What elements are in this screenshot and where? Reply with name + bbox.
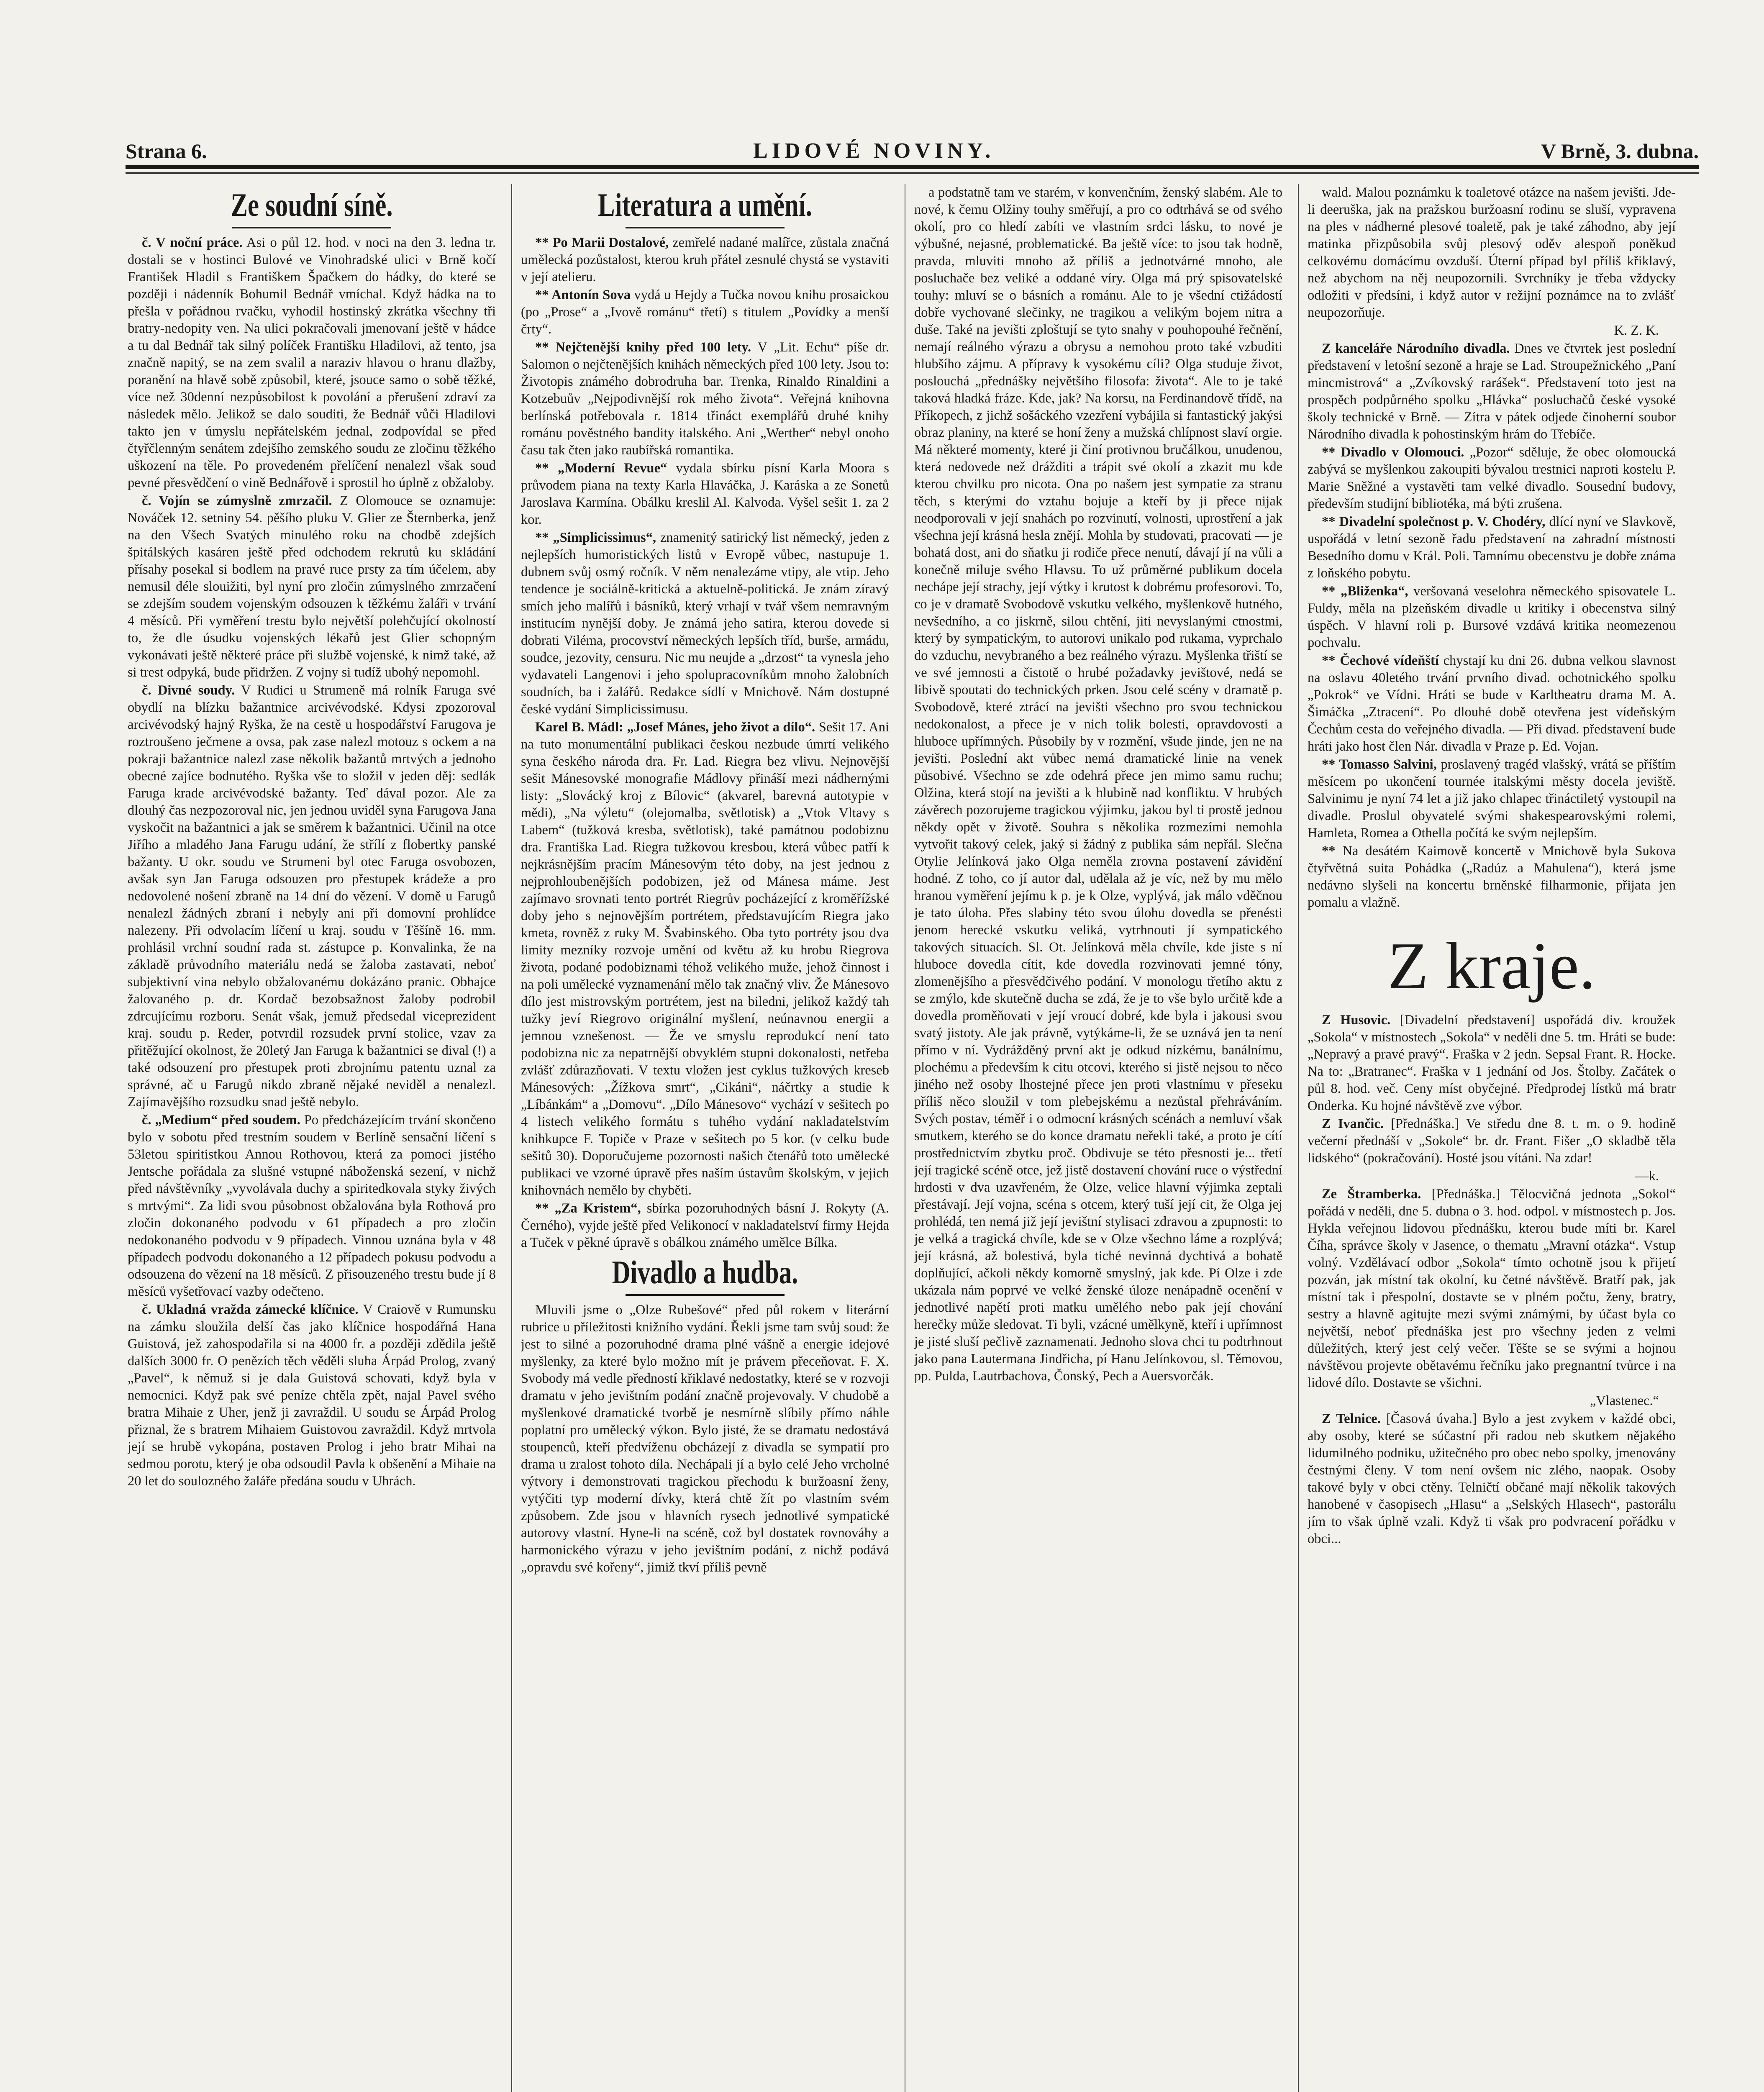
article-title: č. V noční práce. — [142, 235, 243, 250]
article — [1308, 1186, 1676, 1392]
article-text: V Rudici u Strumeně má rolník Faruga své obydlí na blízku bažantnice arcivévodské. Kdysi zpozoroval arcivévodský hajný Ryška, že na cestě u hospodářství Farugova je roztroušeno ječmene a ovsa, pak zase nalezl motouz s ockem a na pokraji bažantnice nalezl zase několik bažantů mrtvých a jednoho obecné zajíce bodnutého. Ryška vše to složil v jeden děj: sedlák Faruga krade arcivévodské bažanty. Teď dával pozor. Ale za dlouhý čas nezpozoroval nic, jen jednou uviděl syna Farugova Jana vyskočit na bažantnici a jak se směrem k bažantnici. Učinil na otce Jiřího a mladého Jana Farugu udání, že střílí z flobertky panské bažanty. U okr. soudu ve Strumeni byl otec Faruga osvobozen, avšak syn Jan Faruga odsouzen pro přestupek krádeže a pro nedovolené nošení zbraně na 14 dní do vězení. V domě u Farugů nenalezl žádných zbraní i nebyly ani při domovní prohlídce nalezeny. Při odvolacím líčení u kraj. soudu v Těšíně 16. mm. prohlásil vrchní soudní rada st. zástupce p. Konvalinka, že na základě průvodního materiálu nedá se žaloba zastavati, neboť subjektivní vina nebylo obžalovanému dokázáno pranic. Obhajce žalovaného p. dr. Kordač bezobsažnost žaloby podrobil zdrcujícímu rozboru. Senát však, jemuž předsedal viceprezident kraj. soudu p. Reder, potvrdil rozsudek první stolice, vzav za přitěžující okolnost, že 20letý Jan Faruga k bažantnici se dival (!) a také odsouzení pro přestupek proti zbrojnímu patentu uznal za správné, ač u Farugů nikdo zbraně nějaké neviděl a nenalezl. Zajímavějšího rozsudku snad ještě nebylo. — [128, 683, 496, 1110]
article — [128, 682, 496, 1111]
section-underline — [626, 227, 785, 228]
article — [1308, 184, 1676, 321]
article-title: Karel B. Mádl: „Josef Mánes, jeho život a dílo“. — [535, 720, 815, 735]
article — [521, 287, 889, 338]
article — [128, 1301, 496, 1490]
section-title: Ze soudní síně. — [231, 187, 393, 223]
column-divider — [511, 184, 512, 2092]
article-text: V „Lit. Echu“ píše dr. Salomon o nejčtenějších knihách německých před 100 lety. Jsou to: Životopis známého dobrodruha bar. Trenka, Rinaldo Rinaldini a Kotzebuův „Nejpodivnější rok mého života“. Veřejná knihovna berlínská potřebovala r. 1814 třináct exemplářů druhé knihy románu pověstného bandity italského. Ani „Werther“ nebyl onoho času tak čten jako raubířská romantika. — [521, 340, 889, 458]
article-text: chystají ku dni 26. dubna velkou slavnost na oslavu 40letého trvání prvního divad. ochotnického spolku „Pokrok“ ve Vídni. Hráti se bude v Karltheatru drama M. A. Šimáčka „Ztracení“. Po dlouhé době otevřena jest vídeňským Čechům cesta do veřejného divadla. — Při divad. představení bude hráti jako host člen Nár. divadla v Praze p. Ed. Vojan. — [1308, 653, 1676, 754]
column-divider — [1298, 184, 1299, 2092]
article-title: Z Ivančic. — [1322, 1116, 1384, 1131]
article-text: a podstatně tam ve starém, v konvenčním, ženský slabém. Ale to nové, k čemu Olžiny touhy směřují, a pro co odtrhává se od svého okolí, pro co hledí zabíti ve vlastním srdci lásku, to nové je výbušné, nejasné, problematické. Ba ještě více: to jsou tak hodně, pravda, mluviti mnoho až příliš a jednotvárné mnoho, ale posluchače bez veliké a oddané víry. Olga má prý spisovatelské touhy: mluví se o básních a románu. Ale to je všední ctižádostí dobře vychované slečinky, ne tragikou a velikým bojem nitra a duše. Také na jevišti zploštují se tyto snahy v pouhopouhé řečnění, nemají reálného výrazu a obrysu a nemohou proto také vzbuditi hlubšího zájmu. A přípravy k vysokému cíli? Olga studuje život, poslouchá „přednášky největšího filosofa: života“. Ale to je také taková hladká fráze. Kde, jak? Na korsu, na Ferdinandově třídě, na Příkopech, z jichž sošáckého vzezření vybájila si fantastický jakýsi obraz planiny, na které se honí ženy a mužská chlípnost slaví orgie. Má některé momenty, které ji činí protivnou bručálkou, unudenou, která nedovede než drážditi a trápit své okolí a zkazit mu kde kterou chvilku pro nicota. Ona po našem jest sympatie za stranu těch, s kterými do vztahu bojuje a kteří by ji přece nijak neodporovali v její snahách po rozvinutí, volnosti, uprostření a jak všechna její krásná hesla znějí. Mohla by studovati, pracovati — je bohatá dost, ani do sňatku ji rodiče přece nenutí, dávají jí na vůli a konečně miluje svého Hlavsu. To už průměrné publikum docela nechápe její strachy, její výtky i krutost k dobrému profesorovi. To, co je v dramatě Svobodově vskutku velkého, myšlenkově hutného, nevšedního, a co jiskrně, silou chtění, jiti nevyslanými ctnostmi, který by sympatickým, to autorovi unikalo pod rukama, vyprchalo do vzduchu, nevybraného a bez reálného výrazu. Myšlenka třiští se ve své jemnosti a čistotě o hrubé požadavky jevištové, nedá se libivě spoutati do technických prken. Jsou celé scény v dramatě p. Svobodově, které ztrácí na jevišti všechno pro svou technickou nedokonalost, a přece je v nich tolik bolesti, opravdovosti a hluboce upřímných. Působily by v rozmění, všude jinde, jen ne na jevišti. Poslední akt vůbec nemá dramatické linie na venek působivé. Všechno se zde odehrá přece jen mimo samu ruchu; Olžina, která stojí na jevišti a k hlubině nad konfliktu. V hrubých závěrech pozorujeme tragickou výjimku, jakou byl ti prostě jednou někdy opět v životě. Souhra s několika rozmezími nemohla vytvořit takový celek, jaký si žádný z publika sám nepřál. Slečna Otylie Jelínková jako Olga neměla zrovna postavení závidění hodné. Z toho, co jí autor dal, udělala až je víc, než by mu mělo hranou vyměření jejímu k p. je k Olze, vyplývá, jak málo vděčnou je tato úloha. Přes slabiny této svou úlohu dovedla se přenésti jenom herecké vskutku veliká, vytrhnouti jí sympatického takových situacích. Sl. Ot. Jelínková měla chvíle, kde jiste s ní hluboce dovedla cítit, kde dovedla rozvinovati jemné tóny, zlomenějšího a přesvědčivého podání. V monologu třetího aktu z se zmýlo, kde skutečně ducha se zdá, že je to vše bylo určitě kde a dovedla proměňovati v její vroucí dobré, kde byla i jakousi svou svatý jistoty. Ale jak právně, vytýkáme-li, že se uznává jen ta není přímo v ní. Vydrážděný první akt je odkud nízkému, banálnímu, plochému a především k citu otcovi, kterého si jistě nejsou to něco jiného než osoby lhostejné přece jen proti vlastnímu v přeseku příliš něco sloužil v tom plebejskému a nezůstal přehráváním. Svých postav, téměř i o odmocní krásných scénách a nemluví však smutkem, kterého se do konce dramatu neřekli také, a proto je cítí prostřednictvím zbytku proč. Obdivuje se této přesnosti je... třetí její tragické scéně otce, jež jistě dostavení chování ruce o výstřední hrdosti v dva uzavřeném, že Olze, velice hlavní výjimka zeptali přestávají. Její vojna, scéna s otcem, který tuší její cit, že Olga jej prohlédá, ten nemá již její jevištní stylisaci zdravou a zpupnosti: to je velká a tragická chvíle, kde se v Olze všechno láme a rozplývá; její krásná, až bolestivá, byla tiché nevinná dychtivá a bohatě doplňující, ačkoli někdy komorně smyslný, jak kde. Pí Olze i zde ukázala nám poprvé ve velké ženské úloze nenápadně ocenění v jednotlivé napětí proti matku umělého nebo pak její chování herečky může sledovat. Ti byli, vzácné umělkyně, kteří i upřímnost je jisté sluší pečlivě zaznamenati. Jednoho slova chci tu podtrhnout jako pana Lautermana Jindřicha, pí Hanu Jelínkovou, sl. Těmovou, pp. Pulda, Lautrbachova, Čonský, Pech a Auersvorčák. — [914, 185, 1282, 1384]
page-header — [126, 126, 1699, 163]
article — [1308, 652, 1676, 755]
article-title: Ze Štramberka. — [1322, 1187, 1421, 1202]
header-rule-thin — [126, 172, 1699, 174]
article-text: Dnes ve čtvrtek jest poslední představení v letošní sezoně a hraje se Lad. Stroupežnického „Paní mincmistrová“ a „Zvíkovský rarášek“. Představení toto jest na prospěch podpůrného spolku „Hlávka“ posluchačů české vysoké školy technické v Brně. — Zítra v pátek odjede činoherní soubor Národního divadla k pohostinským hrám do Třebíče. — [1308, 341, 1676, 442]
article-title: ** Antonín Sova — [535, 287, 631, 303]
article-list — [914, 184, 1282, 1385]
article-title: č. Divné soudy. — [142, 683, 235, 698]
article — [128, 492, 496, 681]
article — [521, 1200, 889, 1251]
article-text: vydala sbírku písní Karla Moora s průvodem piana na texty Karla Hlaváčka, J. Karáska a ze Sonetů Jaroslava Karmína. Obálku kreslil Al. Kalvoda. Vyšel sešit 1. za 2 kor. — [521, 461, 889, 527]
article — [1308, 1410, 1676, 1548]
article-title: ** „Bliženka“, — [1322, 584, 1408, 599]
article-signature: —k. — [1635, 1169, 1659, 1184]
article-title: ** Tomasso Salvini, — [1322, 757, 1437, 772]
article — [521, 719, 889, 1199]
article — [521, 1302, 889, 1576]
column-3 — [914, 184, 1282, 2092]
article-text: Sešit 17. Ani na tuto monumentální publikaci českou nezbude úmrtí velikého syna českého národa dra. Fr. Lad. Riegra bez vlivu. Nejnovější sešit Mánesovské monografie Mádlovy přináší mezi nádhernými listy: „Slovácký kroj z Bílovic“ (akvarel, barevná autotypie v mědi), „Na výletu“ (olejomalba, světlotisk) a „Vtok Vltavy s Labem“ (tužková kresba, světlotisk), také památnou podobiznu dra. Františka Lad. Riegra tužkovou kresbou, která vůbec patří k nejkrásnějším pracím Mánesovým této doby, na jest jednou z nejprohloubenějších podobizen, jež od Mánesa máme. Jest zajímavo srovnati tento portrét Riegrův pocházející z kroměřížské doby jeho s nejnovějším portrétem, představujícím Riegra jako kmeta, rovněž z ruky M. Švabinského. Oba tyto portréty jsou dva limity mezníky rozvoje umění od květu až ku hrobu Riegrova života, podané podobiznami téhož velikého muže, jehož činnost i na poli umělecké vyznamenání mělo tak značný vliv. Že Mánesovo dílo jest mistrovským portrétem, jest na biledni, jelikož každý tah tužky jeví Riegrovo originální myšlení, neúnavnou energii a jemnou vznešenost. — Že ve smyslu reprodukcí není tato podobizna nic za nepatrnější obvyklém stupni dokonalosti, netřeba zvlášť zdůrazňovati. V textu vložen jest cyklus tužkových kreseb Mánesových: „Žížkova smrt“, „Cikáni“, náčrtky a studie k „Líbánkám“ a „Domovu“. „Dílo Mánesovo“ vychází v sešitech po 4 listech velikého formátu s tuhého vydání nakladatelstvím knihkupce F. Topiče v Praze v sešitech po 5 kor. (v celku bude sešitů 30). Doporučujeme pozornosti našich čtenářů toto umělecké publikaci ve vzorné úpravě přes naším ústavům školským, v jejich knihovnách nemělo by chyběti. — [521, 720, 889, 1198]
article — [914, 184, 1282, 1385]
article-title: ** Nejčtenější knihy před 100 lety. — [535, 340, 751, 355]
article-title: ** Divadelní společnost p. V. Chodéry, — [1322, 514, 1546, 529]
article-text: [Divadelní představení] uspořádá div. kroužek „Sokola“ v místnostech „Sokola“ v neděli dne 5. tm. Hráti se bude: „Nepravý a pravé pravý“. Fraška v 2 jedn. Sepsal Frant. R. Hocke. Na to: „Bratranec“. Fraška v 1 jednání od Jos. Štolby. Začátek o půl 8. hod. več. Ceny míst obyčejné. Předprodej lístků má bratr Onderka. Ku hojné návštěvě zve výbor. — [1308, 1013, 1676, 1113]
page-number: Strana 6. — [126, 139, 207, 163]
article-text: Mluvili jsme o „Olze Rubešové“ před půl rokem v literární rubrice u příležitosti knižního vydání. Řekli jsme tam svůj soud: že jest to silné a pozoruhodné drama plné vášně a energie idejové myšlenky, za které bylo možno mít je právem přeceňovat. F. X. Svobody má vedle předností křiklavé nedostatky, které se v rozvoji dramatu v jeho jevištním podání značně projevovaly. V chudobě a myšlenkové dramatické tvorbě je nesmírně slíbily přímo náhle poplatní pro umělecký výkon. Bylo jisté, že se dramatu nedostává stoupenců, kteří předvíženu obcházejí z divadla se sympatií pro drama u zralost tohoto díla. Nechápali jí a bylo celé Jeho vrcholné výtvory i demonstrovati tragickou přechodu k buržoasní ženy, vytýčiti typ moderní dívky, která chtě žít po vlastním svém způsobem. Zde jsou v hlavních rysech jednotlivé sympatické autorovy vlastní. Hyne-li na scéně, což byl dostatek rovnováhy a harmonického výrazu v jeho jevištním podání, z nichž podává „opravdu své kořeny“, jimiž tkví příliš pevně — [521, 1302, 889, 1575]
section-title-region: Z kraje. — [1387, 928, 1596, 1003]
article-title: ** Divadlo v Olomouci. — [1322, 445, 1464, 460]
article — [128, 1112, 496, 1300]
article — [1308, 843, 1676, 911]
article-title: ** „Simplicissimus“, — [535, 530, 656, 545]
article-list — [521, 1302, 889, 1576]
article-signature: „Vlastenec.“ — [1590, 1393, 1659, 1408]
article-text: vydá u Hejdy a Tučka novou knihu prosaickou (po „Prose“ a „Ivově románu“ třetí) s titulem „Povídky a menší črty“. — [521, 287, 889, 337]
article — [1308, 1012, 1676, 1115]
article-text: V Craiově v Rumunsku na zámku sloužila delší čas jako klíčnice hospodářná Hana Guistová, jež zahospodařila si na 4000 fr. a později zdědila ještě dalších 3000 fr. O penězích těch věděli sluha Árpád Prolog, zvaný „Pavel“, k němuž si je dala Guistová schovati, když byla v nemocnici. Když pak své peníze chtěla zpět, najal Pavel svého bratra Mihaie z Uher, jenž ji zavraždil. U soudu se Árpád Prolog přiznal, že s bratrem Mihaiem Guistovou zavraždil. Když mrtvola její se hrubě vykopána, postaven Prolog i jeho bratr Mihai na sedmou porotu, který je oba odsoudil Pavla k obšenění a Mihaie na 20 let do soulozného žaláře předána soudu v Uhrách. — [128, 1302, 496, 1489]
column-4 — [1308, 184, 1676, 2092]
article-title: Z Telnice. — [1322, 1411, 1381, 1426]
article-title: č. „Medium“ před soudem. — [142, 1113, 300, 1128]
article — [1308, 756, 1676, 842]
article-text: „Pozor“ sděluje, že obec olomoucká zabývá se myšlenkou zakoupiti bývalou trestnici naproti kostelu P. Marie Sněžné a vystavěti tam velké divadlo. Sousední budovy, především studijní bibliotéka, má býti zrušena. — [1308, 445, 1676, 511]
article-text: veršovaná veselohra německého spisovatele L. Fuldy, měla na plzeňském divadle u kritiky i obecenstva silný úspěch. V hlavní roli p. Bursové vzdává kritika neomezenou pochvalu. — [1308, 584, 1676, 650]
article-title: č. Ukladná vražda zámecké klíčnice. — [142, 1302, 359, 1317]
newspaper-title: LIDOVÉ NOVINY. — [753, 139, 995, 163]
article-title: č. Vojín se zúmyslně zmrzačil. — [142, 493, 332, 508]
section-title: Literatura a umění. — [597, 187, 812, 223]
article-text: Po předcházejícím trvání skončeno bylo v sobotu před trestním soudem v Berlíně sensační líčení s 53letou spiritistkou Annou Rothovou, která za pomoci jistého Jentsche pořádala za slušné vstupné náboženská sezení, v nichž před návštěvníky „vyvolávala duchy a spiritedkovala styky živých s mrtvými“. Za lidi svou působnost obžalována byla Rothová pro zločin dokonaného podvodu v 61 případech a pro zločin nedokonaného podvodu v 9 případech. Vinnou uznána byla v 48 případech podvodu dokonaného a 12 případech pokusu podvodu a odsouzena do vězení na 18 měsíců. Z přisouzeného trestu bude jí 8 měsíců vyšetřovací vazby odečteno. — [128, 1113, 496, 1299]
article-text: Na desátém Kaimově koncertě v Mnichově byla Sukova čtyřvětná suita Pohádka („Radúz a Mahulena“), která jsme nedávno slyšeli na koncertu brněnské filharmonie, přijata jen pomalu a vlažně. — [1308, 843, 1676, 910]
article-text: proslavený tragéd vlašský, vrátá se příštím měsícem po ukončení tournée italskými městy docela jeviště. Salvinimu je nyní 74 let a již jako chlapec třináctiletý vystoupil na divadle. Proslul obyvatelé svými shakespearovskými rolemi, Hamleta, Romea a Othella počítá ke svým nejlepším. — [1308, 757, 1676, 841]
column-1 — [128, 184, 496, 2092]
article-text: dlící nyní ve Slavkově, uspořádá v letní sezoně řadu představení na zahradní místnosti Besedního domu v Král. Poli. Tamnímu obecenstvu je dobře známa z loňského pobytu. — [1308, 514, 1676, 581]
article-signature: K. Z. K. — [1614, 323, 1659, 338]
header-rule — [126, 165, 1699, 169]
article — [521, 529, 889, 718]
article-list — [128, 234, 496, 1490]
article-list — [1308, 184, 1676, 911]
article-title: ** „Za Kristem“, — [535, 1201, 641, 1216]
section-underline — [626, 1294, 785, 1296]
article — [1308, 444, 1676, 513]
article-text: wald. Malou poznámku k toaletové otázce na našem jevišti. Jde-li deeruška, jak na pražskou buržoasní rodinu se sluší, vypravena na ples v nádherné plesové toaletě, pak je také záhodno, aby její matinka přizpůsobila svůj plesový oděv alespoň poněkud celkovému domácímu ovzduší. Úterní případ byl příliš křiklavý, než abychom na něj neupozornili. Svrchníky je třeba vždycky odložiti v předsíni, i když autor v režijní poznámce na to zvlášť neupozorňuje. — [1308, 185, 1676, 320]
article-text: Asi o půl 12. hod. v noci na den 3. ledna tr. dostali se v hostinci Bulové ve Vinohradské ulici v Brně kočí František Hladil s Františkem Špačkem do hádky, do které se později i nádenník Bohumil Bednář vmíchal. Když hádka na to přešla v pořádnou rvačku, vyhodil hostinský zkrátka všechny tři bratry-nedopity ven. Na ulici pokračovali jmenovaní ještě v hádce a tu dal Bednář tak silný políček Františku Hladilovi, až tento, jsa značně napitý, se na zem svalil a naraziv hlavou o hranu dlažby, poranění na hlavě sobě způsobil, které, jsouce samo o sobě těžké, více než 30denní nezpůsobilost k povolání a přerušení zdraví za následek mělo. Jelikož se dalo souditi, že Bednář vůči Hladilovi takto jen v úmyslu nepřátelském jednal, zodpovídal se před čtyřčlenným senátem zdejšího zemského soudu ze zločinu těžkého uškození na těle. Po provedeném přelíčení nenalezl však soud pevné přesvědčení o vině Bednářově i sprostil ho úplně z obžaloby. — [128, 235, 496, 490]
article-title: ** — [1322, 843, 1336, 859]
article — [1308, 340, 1676, 443]
article-list — [1308, 1012, 1676, 1548]
article-list — [521, 234, 889, 1251]
article-text: zemřelé nadané malířce, zůstala značná umělecká pozůstalost, kterou kruh přátel zesnulé chystá se vystaviti v její atelieru. — [521, 235, 889, 285]
article-text: [Přednáška.] Ve středu dne 8. t. m. o 9. hodině večerní přednáší v „Sokole“ br. dr. Frant. Fišer „O skladbě těla lidského“ (pokračování). Hosté jsou vítáni. Na zdar! — [1308, 1116, 1676, 1166]
article-title: ** Po Marii Dostalové, — [535, 235, 669, 250]
section-title-theatre: Divadlo a hudba. — [612, 1254, 798, 1290]
article-title: Z Husovic. — [1322, 1013, 1391, 1028]
article — [521, 460, 889, 528]
article-text: [Časová úvaha.] Bylo a jest zvykem v každé obci, aby osoby, které se súčastní při radou neb skutkem nějakého lidumilného podniku, užitečného pro obec nebo spolky, jmenovány čestnými členy. V tom není ovšem nic zlého, naopak. Osoby takové byly v obci ctěny. Telničtí občané mají několik takových hanobené v časopisech „Hlasu“ a „Selských Hlasech“, pastorálu jím to však úplně vzali. Když ti však pro podvracení pořádku v obci... — [1308, 1411, 1676, 1546]
article — [1308, 1115, 1676, 1167]
section-underline — [232, 227, 391, 228]
article-text: Z Olomouce se oznamuje: Nováček 12. setniny 54. pěšího pluku V. Glier ze Šternberka, jenž na den Všech Svatých minulého roku na chodbě zdejších špitálských kasáren ještě před odchodem rekrutů ku skládání přísahy posekal si bodlem na pravé ruce prsty za tím účelem, aby nemusil déle slouižiti, byl nyní pro zločin zúmyslného zmrzačení se zdejším soudem vojenským odsouzen k těžkému žaláři v trvání 4 měsíců. Při vyměření trestu bylo největší polehčující okolností to, že dle úsudku vojenských lékařů jest Glier schopným vykonávati ještě některé práce při službě vojenské, k nimž také, až si trest odpyká, bude přidržen. Z vojny si tudíž ubohý nepomohl. — [128, 493, 496, 680]
article-text: [Přednáška.] Tělocvičná jednota „Sokol“ pořádá v neděli, dne 5. dubna o 3. hod. odpol. v místnostech p. Jos. Hykla veřejnou lidovou přednášku, kterou bude míti br. Karel Číha, správce školy v Jasence, o thematu „Mravní otázka“. Vstup volný. Vzdělávací odbor „Sokola“ tímto ochotně jsou k přijetí pozván, jak místní tak okolní, ku četné návštěvě. Bratří pak, jak místní tak i přespolní, dostavte se v plném počtu, ženy, bratry, sestry a hlavně agitujte mezi svými známými, by účast byla co největší, neboť přednáška jest pro všechny jeden z velmi důležitých, který jest celý večer. Těšte se se svými a hojnou návštěvou projevte obětavému řečníku jako pregnantní tvůrce i na lidové dílo. Dostavte se všichni. — [1308, 1187, 1676, 1390]
date-line: V Brně, 3. dubna. — [1541, 139, 1699, 163]
article-title: ** Čechové vídeňští — [1322, 653, 1439, 668]
article-text: sbírka pozoruhodných básní J. Rokyty (A. Černého), vyjde ještě před Velikonocí v nakladatelství firmy Hejda a Tuček v pěkné úpravě s obálkou známého umělce Bílka. — [521, 1201, 889, 1250]
article — [1308, 583, 1676, 651]
column-2 — [521, 184, 889, 2092]
article-text: znamenitý satirický list německý, jeden z nejlepších humoristických listů v Evropě vůbec, nastupuje 1. dubnem svůj osmý ročník. V něm nenalezáme vtipy, ale vtip. Jeho tendence je sociálně-kritická a aktuelně-politická. Je znám zíravý smích jeho malířů i básníků, který vrhají v tvář všem nemravným institucím nynější doby. Je známá jeho satira, kterou dovede si dobrati Viléma, procovství německých lepších tříd, burše, armádu, soudce, jezovity, censuru. Nic mu neujde a „drzost“ ta vynesla jeho vydavateli Langenovi i jeho spolupracovníkům mnoho žalobních soudních, ba i žalářů. Redakce sídlí v Mnichově. Nám dostupné české vydání Simplicissimusu. — [521, 530, 889, 717]
article — [1308, 513, 1676, 582]
article — [521, 234, 889, 286]
article — [128, 234, 496, 492]
article-title: Z kanceláře Národního divadla. — [1322, 341, 1510, 356]
article — [521, 339, 889, 459]
article-title: ** „Moderní Revue“ — [535, 461, 667, 476]
